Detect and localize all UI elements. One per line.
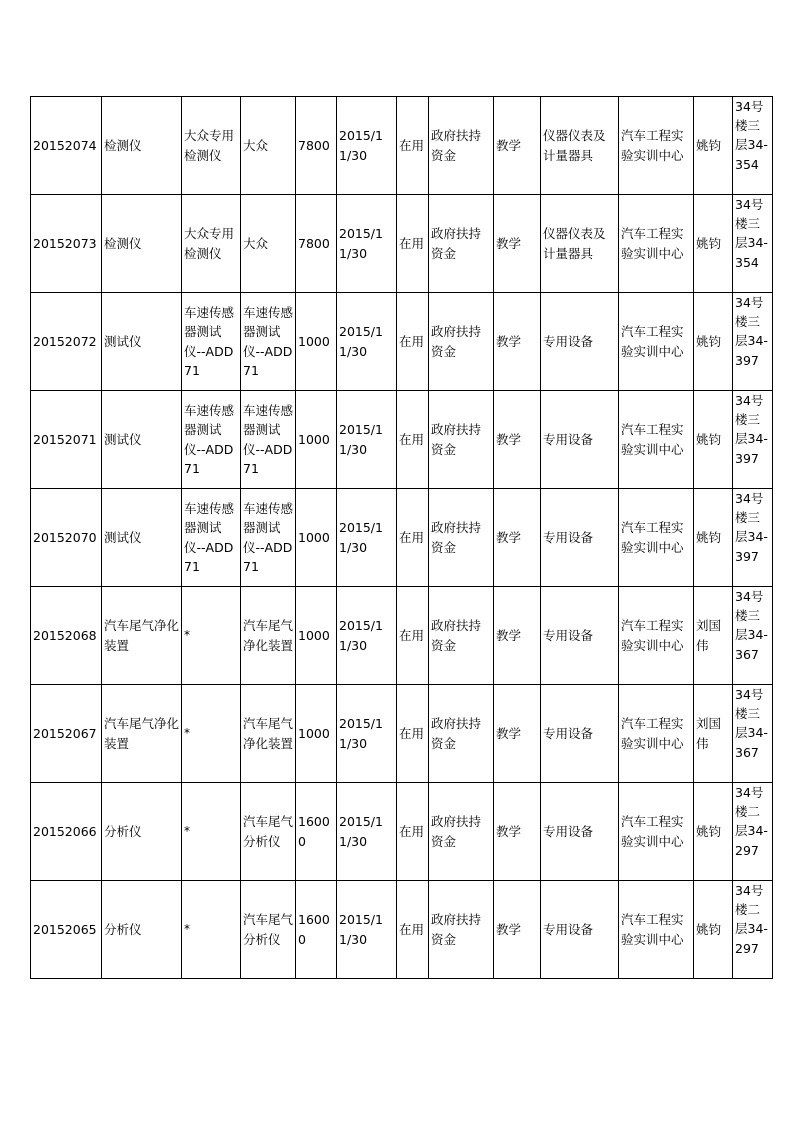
funding-source: 政府扶持资金 (429, 881, 494, 979)
table-row (31, 489, 773, 587)
keeper: 姚钧 (694, 783, 733, 881)
location: 34号楼三层34-397 (733, 489, 773, 587)
asset-id: 20152067 (31, 685, 102, 783)
table-row (31, 685, 773, 783)
department: 汽车工程实验实训中心 (619, 489, 694, 587)
asset-brand: 汽车尾气分析仪 (241, 783, 296, 881)
asset-status: 在用 (397, 881, 429, 979)
asset-id: 20152074 (31, 97, 102, 195)
table-row (31, 881, 773, 979)
asset-id: 20152072 (31, 293, 102, 391)
purchase-date: 2015/11/30 (337, 587, 397, 685)
asset-price: 1000 (296, 489, 337, 587)
funding-source: 政府扶持资金 (429, 195, 494, 293)
table-row (31, 195, 773, 293)
asset-model: 车速传感器测试仪--ADD71 (182, 489, 241, 587)
usage-purpose: 教学 (494, 293, 541, 391)
table-row (31, 783, 773, 881)
asset-category: 专用设备 (541, 881, 619, 979)
asset-table (30, 96, 773, 979)
asset-category: 专用设备 (541, 783, 619, 881)
usage-purpose: 教学 (494, 881, 541, 979)
asset-price: 1000 (296, 293, 337, 391)
keeper: 姚钧 (694, 195, 733, 293)
funding-source: 政府扶持资金 (429, 783, 494, 881)
asset-model: * (182, 881, 241, 979)
location: 34号楼三层34-397 (733, 391, 773, 489)
funding-source: 政府扶持资金 (429, 489, 494, 587)
table-row (31, 587, 773, 685)
purchase-date: 2015/11/30 (337, 391, 397, 489)
location: 34号楼三层34-367 (733, 685, 773, 783)
asset-brand: 车速传感器测试仪--ADD71 (241, 391, 296, 489)
funding-source: 政府扶持资金 (429, 293, 494, 391)
asset-category: 仪器仪表及计量器具 (541, 97, 619, 195)
location: 34号楼二层34-297 (733, 881, 773, 979)
asset-table-sheet (30, 96, 772, 992)
funding-source: 政府扶持资金 (429, 97, 494, 195)
asset-brand: 汽车尾气净化装置 (241, 685, 296, 783)
purchase-date: 2015/11/30 (337, 783, 397, 881)
funding-source: 政府扶持资金 (429, 587, 494, 685)
location: 34号楼二层34-297 (733, 783, 773, 881)
asset-category: 专用设备 (541, 587, 619, 685)
purchase-date: 2015/11/30 (337, 685, 397, 783)
asset-name: 测试仪 (102, 391, 182, 489)
department: 汽车工程实验实训中心 (619, 783, 694, 881)
asset-price: 16000 (296, 783, 337, 881)
asset-status: 在用 (397, 685, 429, 783)
purchase-date: 2015/11/30 (337, 881, 397, 979)
asset-price: 16000 (296, 881, 337, 979)
keeper: 姚钧 (694, 293, 733, 391)
keeper: 姚钧 (694, 97, 733, 195)
asset-brand: 车速传感器测试仪--ADD71 (241, 293, 296, 391)
table-row (31, 97, 773, 195)
table-row (31, 293, 773, 391)
usage-purpose: 教学 (494, 195, 541, 293)
location: 34号楼三层34-397 (733, 293, 773, 391)
asset-price: 7800 (296, 195, 337, 293)
asset-price: 7800 (296, 97, 337, 195)
asset-name: 汽车尾气净化装置 (102, 685, 182, 783)
asset-price: 1000 (296, 587, 337, 685)
purchase-date: 2015/11/30 (337, 293, 397, 391)
asset-category: 专用设备 (541, 685, 619, 783)
asset-id: 20152065 (31, 881, 102, 979)
asset-model: * (182, 783, 241, 881)
department: 汽车工程实验实训中心 (619, 391, 694, 489)
location: 34号楼三层34-367 (733, 587, 773, 685)
asset-price: 1000 (296, 391, 337, 489)
department: 汽车工程实验实训中心 (619, 881, 694, 979)
usage-purpose: 教学 (494, 489, 541, 587)
asset-brand: 车速传感器测试仪--ADD71 (241, 489, 296, 587)
department: 汽车工程实验实训中心 (619, 97, 694, 195)
asset-status: 在用 (397, 97, 429, 195)
location: 34号楼三层34-354 (733, 195, 773, 293)
keeper: 姚钧 (694, 881, 733, 979)
usage-purpose: 教学 (494, 783, 541, 881)
asset-name: 分析仪 (102, 783, 182, 881)
asset-name: 测试仪 (102, 293, 182, 391)
asset-brand: 大众 (241, 97, 296, 195)
asset-status: 在用 (397, 391, 429, 489)
purchase-date: 2015/11/30 (337, 489, 397, 587)
department: 汽车工程实验实训中心 (619, 685, 694, 783)
asset-category: 专用设备 (541, 293, 619, 391)
asset-brand: 汽车尾气净化装置 (241, 587, 296, 685)
asset-model: 车速传感器测试仪--ADD71 (182, 391, 241, 489)
department: 汽车工程实验实训中心 (619, 587, 694, 685)
asset-category: 仪器仪表及计量器具 (541, 195, 619, 293)
asset-status: 在用 (397, 587, 429, 685)
asset-status: 在用 (397, 783, 429, 881)
asset-name: 检测仪 (102, 97, 182, 195)
asset-price: 1000 (296, 685, 337, 783)
asset-id: 20152068 (31, 587, 102, 685)
asset-model: * (182, 587, 241, 685)
asset-id: 20152070 (31, 489, 102, 587)
keeper: 刘国伟 (694, 685, 733, 783)
asset-id: 20152071 (31, 391, 102, 489)
asset-category: 专用设备 (541, 489, 619, 587)
purchase-date: 2015/11/30 (337, 97, 397, 195)
keeper: 姚钧 (694, 489, 733, 587)
funding-source: 政府扶持资金 (429, 685, 494, 783)
usage-purpose: 教学 (494, 685, 541, 783)
asset-name: 分析仪 (102, 881, 182, 979)
funding-source: 政府扶持资金 (429, 391, 494, 489)
asset-status: 在用 (397, 195, 429, 293)
asset-name: 汽车尾气净化装置 (102, 587, 182, 685)
table-row (31, 391, 773, 489)
asset-name: 检测仪 (102, 195, 182, 293)
asset-status: 在用 (397, 293, 429, 391)
usage-purpose: 教学 (494, 587, 541, 685)
asset-id: 20152073 (31, 195, 102, 293)
usage-purpose: 教学 (494, 97, 541, 195)
location: 34号楼三层34-354 (733, 97, 773, 195)
asset-brand: 大众 (241, 195, 296, 293)
asset-name: 测试仪 (102, 489, 182, 587)
asset-model: 车速传感器测试仪--ADD71 (182, 293, 241, 391)
asset-model: 大众专用检测仪 (182, 195, 241, 293)
usage-purpose: 教学 (494, 391, 541, 489)
asset-id: 20152066 (31, 783, 102, 881)
asset-status: 在用 (397, 489, 429, 587)
asset-model: * (182, 685, 241, 783)
department: 汽车工程实验实训中心 (619, 195, 694, 293)
asset-model: 大众专用检测仪 (182, 97, 241, 195)
asset-brand: 汽车尾气分析仪 (241, 881, 296, 979)
department: 汽车工程实验实训中心 (619, 293, 694, 391)
purchase-date: 2015/11/30 (337, 195, 397, 293)
keeper: 姚钧 (694, 391, 733, 489)
keeper: 刘国伟 (694, 587, 733, 685)
asset-category: 专用设备 (541, 391, 619, 489)
